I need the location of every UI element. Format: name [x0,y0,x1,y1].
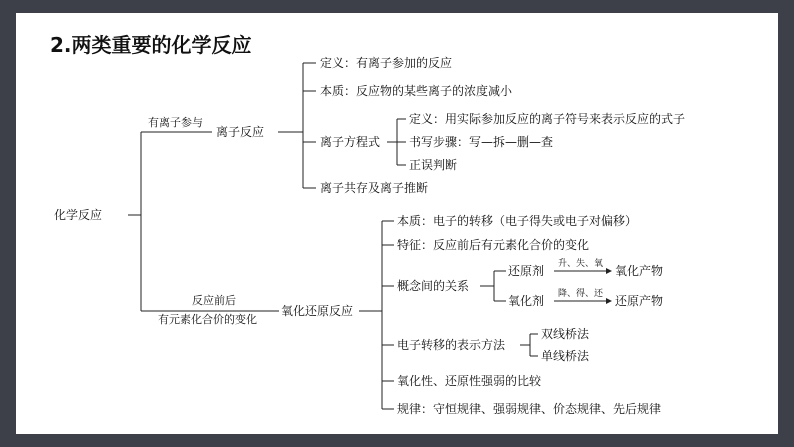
ionic-essence: 本质：反应物的某些离子的浓度减小 [320,84,513,98]
ionic-condition: 有离子参与 [148,116,203,129]
redox-concepts-node: 概念间的关系 [397,279,470,293]
redox-rules: 规律：守恒规律、强弱规律、价态规律、先后规律 [397,402,662,416]
redox-condition-line2: 有元素化合价的变化 [158,313,257,326]
reducer-label: 还原剂 [508,264,545,278]
page-title: 2.两类重要的化学反应 [50,33,252,57]
ionic-coexist: 离子共存及离子推断 [320,181,429,195]
ionic-equation-steps: 书写步骤：写—拆—删—查 [409,135,554,149]
arrow-head-oxidation [606,268,612,274]
oxidizer-arrow-label: 降、得、还 [558,289,604,299]
redox-essence: 本质：电子的转移（电子得失或电子对偏移） [397,214,638,228]
slide [16,13,778,434]
ionic-definition: 定义：有离子参加的反应 [320,56,453,70]
ionic-equation-definition: 定义：用实际参加反应的离子符号来表示反应的式子 [409,112,686,126]
double-bridge-method: 双线桥法 [541,327,590,341]
single-bridge-method: 单线桥法 [541,349,590,363]
ionic-equation-judge: 正误判断 [409,158,458,172]
redox-feature: 特征：反应前后有元素化合价的变化 [397,238,590,252]
ionic-reaction-node: 离子反应 [216,125,265,139]
reduction-product: 还原产物 [615,294,664,308]
arrow-head-reduction [606,298,612,304]
reducer-arrow-label: 升、失、氧 [558,259,604,269]
electron-transfer-node: 电子转移的表示方法 [397,338,506,352]
oxidizer-label: 氧化剂 [508,294,545,308]
redox-reaction-node: 氧化还原反应 [281,304,354,318]
ionic-equation-node: 离子方程式 [320,135,381,149]
oxidation-product: 氧化产物 [615,264,664,278]
root-node: 化学反应 [54,208,103,222]
redox-compare: 氧化性、还原性强弱的比较 [397,374,542,388]
redox-condition-line1: 反应前后 [192,294,236,307]
